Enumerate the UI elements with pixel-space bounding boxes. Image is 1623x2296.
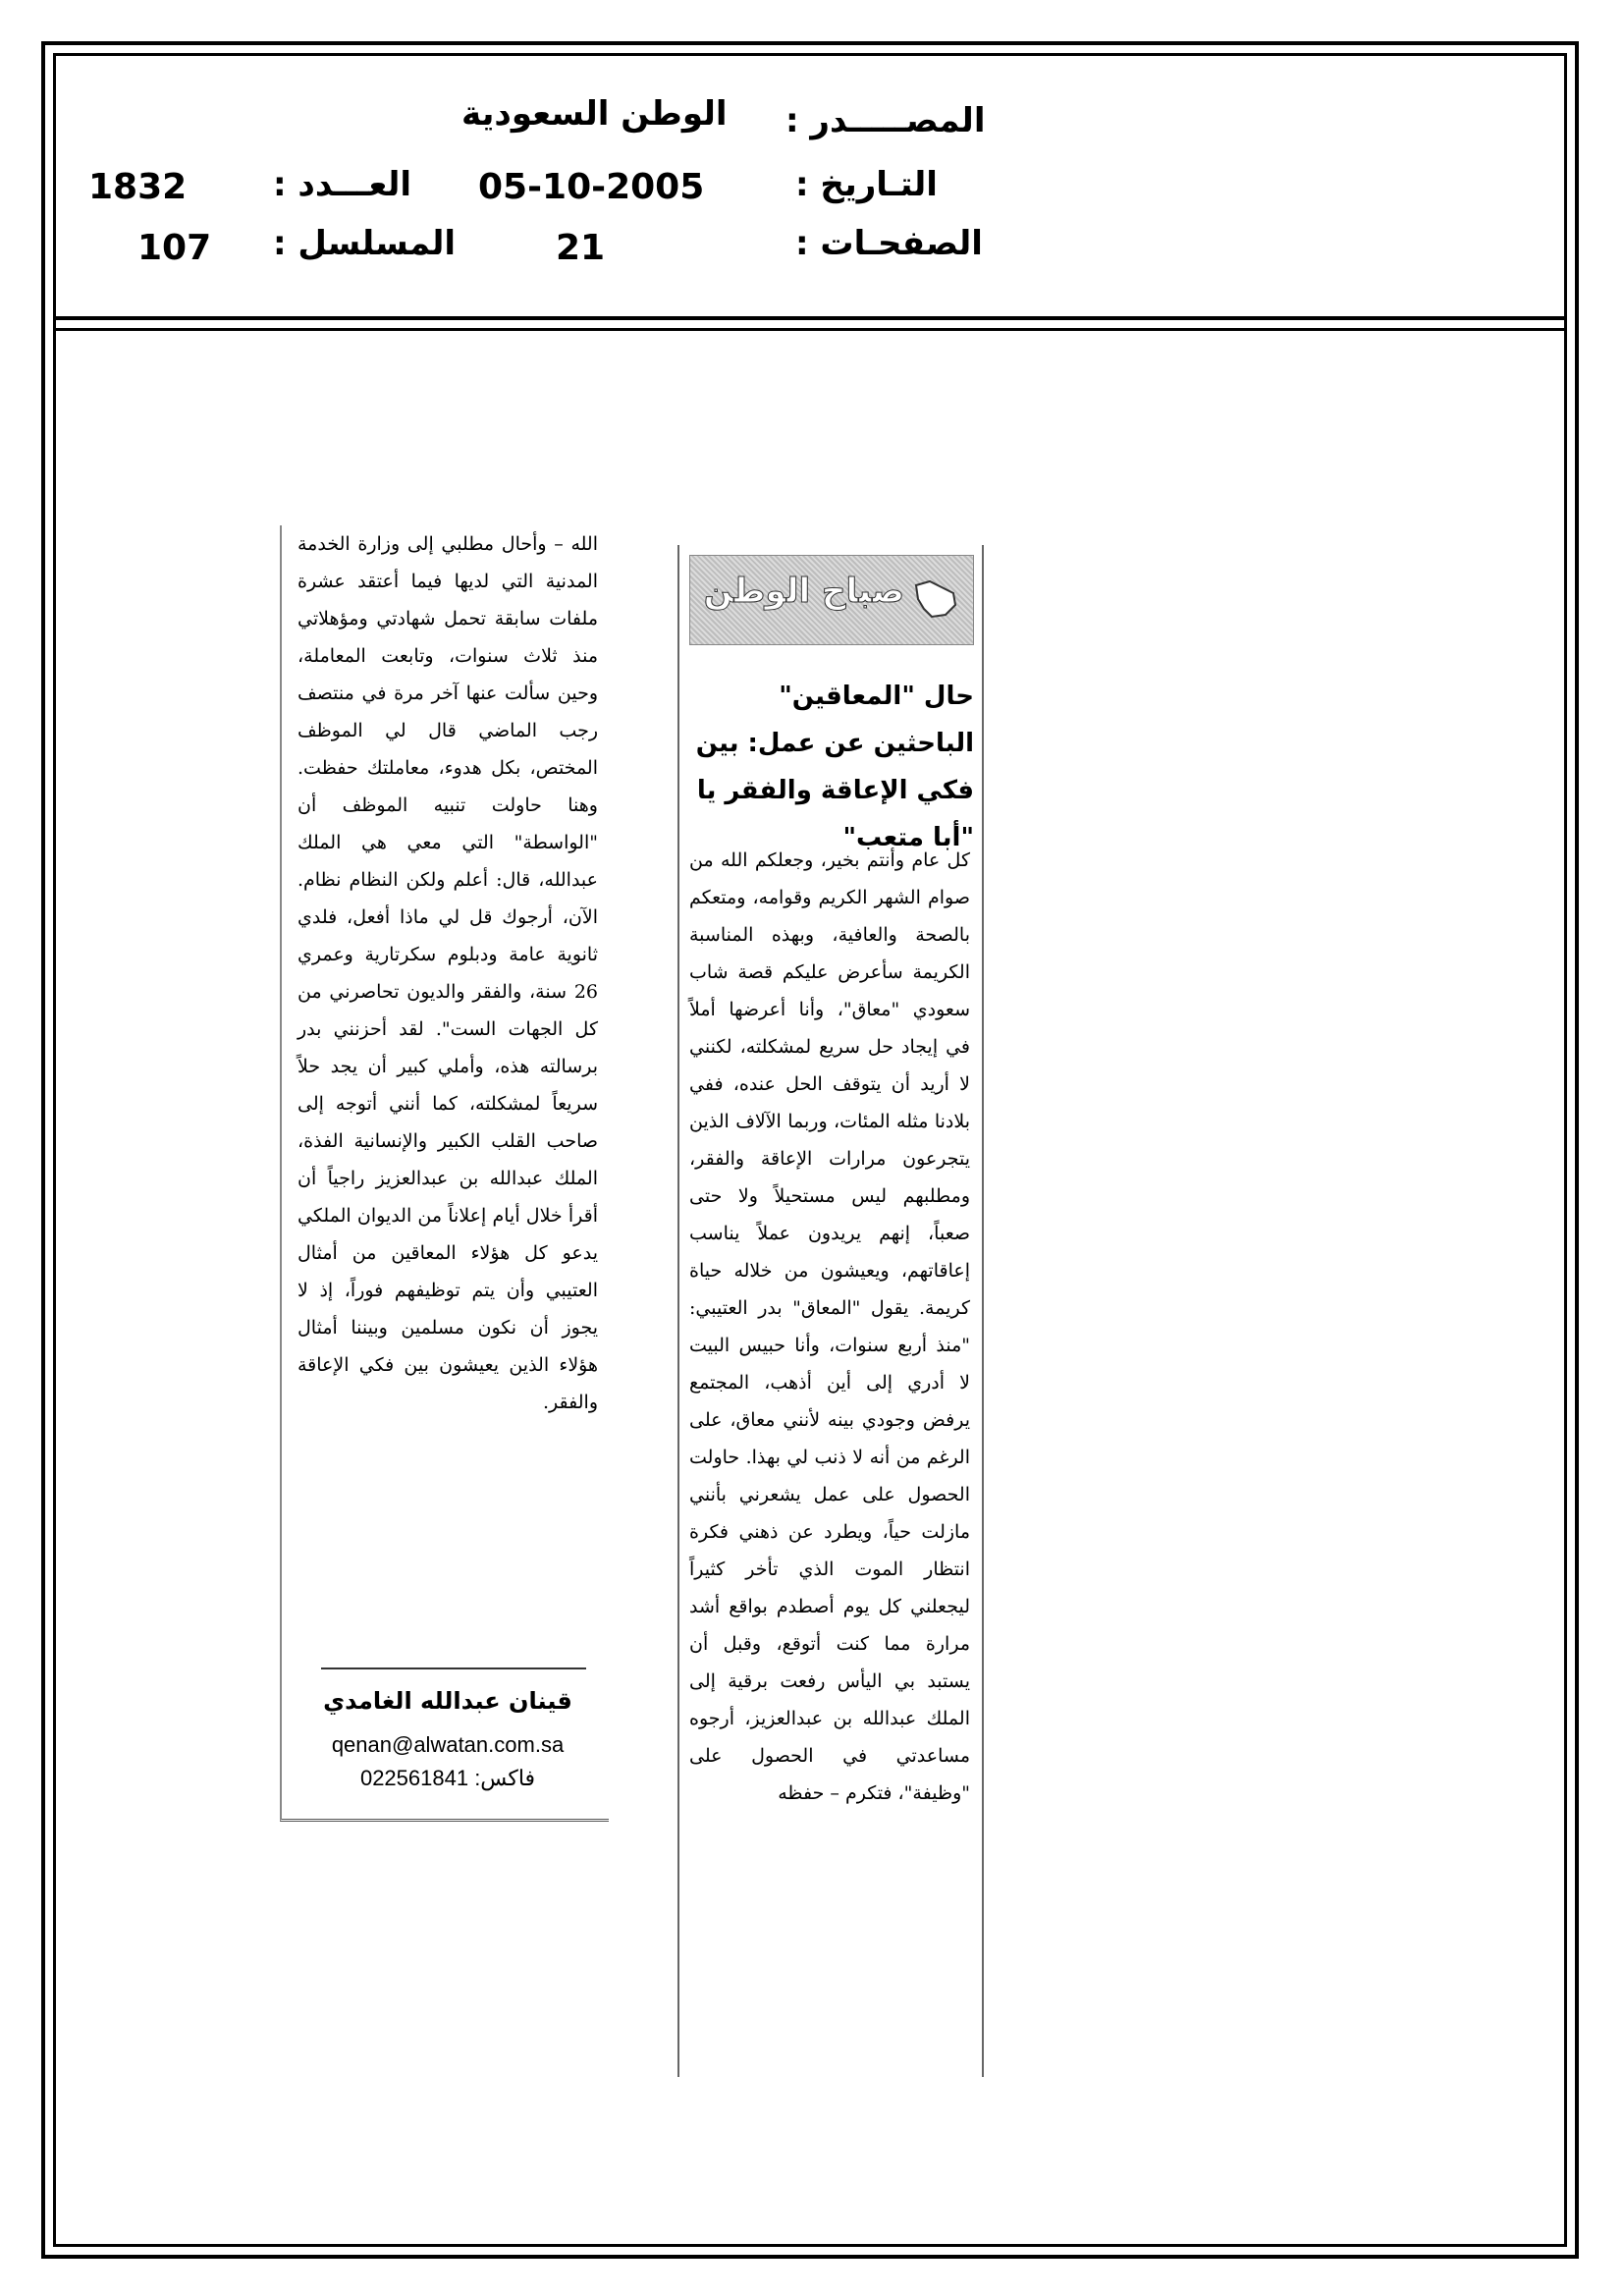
source-label: المصـــــدر : bbox=[785, 101, 986, 140]
pages-label: الصفحـات : bbox=[795, 224, 983, 263]
header-divider-secondary bbox=[53, 328, 1567, 331]
signature-rule bbox=[321, 1667, 586, 1669]
article-column-right bbox=[677, 545, 984, 2077]
header-divider bbox=[53, 316, 1567, 320]
issue-value: 1832 bbox=[88, 167, 188, 207]
author-email: qenan@alwatan.com.sa bbox=[331, 1732, 565, 1757]
serial-label: المسلسل : bbox=[273, 224, 457, 263]
author-name: قينان عبدالله الغامدي bbox=[323, 1687, 572, 1715]
date-label: التـاريخ : bbox=[795, 165, 938, 204]
article-body-part2: الله – وأحال مطلبي إلى وزارة الخدمة المدنية التي لديها فيما أعتقد عشرة ملفات سابقة تحمل شهادتي ومؤهلاتي منذ ثلاث سنوات، وتابعت المعاملة، وحين سألت عنها آخر مرة في منتصف رجب الماضي قال لي الموظف المختص، بكل هدوء، معاملتك حفظت. وهنا حاولت تنبيه الموظف أن "الواسطة" التي معي هي الملك عبدالله، قال: أعلم ولكن النظام نظام. الآن، أرجوك قل لي ماذا أفعل، فلدي ثانوية عامة ودبلوم سكرتارية وعمري 26 سنة، والفقر والديون تحاصرني من كل الجهات الست". لقد أحزنني بدر برسالته هذه، وأملي كبير أن يجد حلاً سريعاً لمشكلته، كما أنني أتوجه إلى صاحب القلب الكبير والإنسانية الفذة، الملك عبدالله بن عبدالعزيز راجياً أن أقرأ خلال أيام إعلاناً من الديوان الملكي يدعو كل هؤلاء المعاقين من أمثال العتيبي وأن يتم توظيفهم فوراً، إذ لا يجوز أن نكون مسلمين وبيننا أمثال هؤلاء الذين يعيشون بين فكي الإعاقة والفقر. bbox=[298, 533, 598, 1413]
section-banner-title: صباح الوطن bbox=[703, 572, 904, 611]
issue-label: العـــدد : bbox=[273, 165, 411, 204]
author-fax: فاكس: 022561841 bbox=[359, 1766, 536, 1790]
serial-value: 107 bbox=[137, 228, 212, 268]
source-value: الوطن السعودية bbox=[461, 94, 728, 134]
article-column-left bbox=[280, 525, 609, 1822]
pages-value: 21 bbox=[556, 228, 606, 268]
section-banner bbox=[689, 555, 974, 645]
article-headline: حال "المعاقين" الباحثين عن عمل: بين فكي الإعاقة والفقر يا "أبا متعب" bbox=[695, 682, 974, 852]
article-body-part1: كل عام وأنتم بخير، وجعلكم الله من صوام الشهر الكريم وقوامه، ومتعكم بالصحة والعافية، وبهذه المناسبة الكريمة سأعرض عليكم قصة شاب سعودي "معاق"، وأنا أعرضها أملاً في إيجاد حل سريع لمشكلته، لكنني لا أريد أن يتوقف الحل عنده، ففي بلادنا مثله المئات، وربما الآلاف الذين يتجرعون مرارات الإعاقة والفقر، ومطلبهم ليس مستحيلاً ولا حتى صعباً، إنهم يريدون عملاً يناسب إعاقاتهم، ويعيشون من خلاله حياة كريمة. يقول "المعاق" بدر العتيبي: "منذ أربع سنوات، وأنا حبيس البيت لا أدري إلى أين أذهب، المجتمع يرفض وجودي بينه لأنني معاق، على الرغم من أنه لا ذنب لي بهذا. حاولت الحصول على عمل يشعرني بأنني مازلت حياً، ويطرد عن ذهني فكرة انتظار الموت الذي تأخر كثيراً ليجعلني كل يوم أصطدم بواقع أشد مرارة مما كنت أتوقع، وقبل أن يستبد بي اليأس رفعت برقية إلى الملك عبدالله بن عبدالعزيز، أرجوه مساعدتي في الحصول على "وظيفة"، فتكرم – حفظه bbox=[689, 849, 970, 1804]
saudi-map-icon bbox=[910, 577, 959, 621]
date-value: 05-10-2005 bbox=[478, 167, 705, 207]
